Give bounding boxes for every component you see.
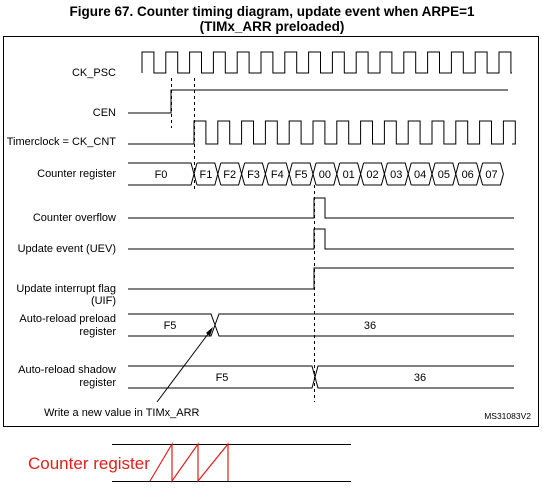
counter-value: 04 (413, 169, 427, 181)
cen-waveform (128, 90, 508, 113)
label-preload-line1: Auto-reload preload (19, 313, 116, 325)
ck-psc-waveform (142, 52, 512, 73)
label-update-event: Update event (UEV) (17, 243, 116, 255)
counter-value: F4 (270, 169, 284, 181)
update-event-waveform (128, 229, 514, 249)
uif-waveform (128, 268, 514, 289)
counter-value: F2 (223, 169, 237, 181)
shadow-value-new: 36 (413, 372, 427, 384)
label-preload-line2: register (79, 326, 116, 338)
counter-value: F3 (247, 169, 260, 181)
counter-overflow-waveform (128, 198, 514, 218)
counter-value: 02 (366, 169, 379, 181)
label-shadow-line1: Auto-reload shadow (18, 364, 116, 376)
figure-code: MS31083V2 (484, 411, 531, 421)
label-timerclock: Timerclock = CK_CNT (6, 136, 116, 148)
label-ck-psc: CK_PSC (71, 67, 116, 79)
counter-value: F0 (154, 169, 168, 181)
counter-value: 05 (437, 169, 451, 181)
counter-value: F1 (199, 169, 213, 181)
preload-register-bus (128, 314, 514, 336)
counter-value: 01 (342, 169, 355, 181)
counter-value: 07 (485, 169, 498, 181)
counter-value: 06 (461, 169, 474, 181)
timerclock-waveform (128, 121, 515, 144)
shadow-register-bus (128, 366, 514, 388)
label-shadow-line2: register (79, 377, 116, 389)
figure-subtitle: (TIMx_ARR preloaded) (199, 19, 345, 34)
figure-title: Figure 67. Counter timing diagram, update event when ARPE=1 (69, 4, 475, 19)
shadow-value-old: F5 (215, 372, 229, 384)
footer-zigzag (150, 444, 228, 481)
annotation-text: Write a new value in TIMx_ARR (44, 407, 200, 419)
counter-value: F5 (294, 169, 308, 181)
preload-value-new: 36 (363, 320, 377, 332)
label-counter-register: Counter register (37, 168, 116, 180)
label-uif-line2: (UIF) (90, 295, 116, 307)
counter-register-bus (128, 163, 503, 185)
label-counter-overflow: Counter overflow (32, 212, 116, 224)
preload-value-old: F5 (163, 320, 177, 332)
label-cen: CEN (92, 107, 116, 119)
counter-value: 03 (390, 169, 403, 181)
footer-label: Counter register (28, 454, 150, 473)
counter-value: 00 (318, 169, 332, 181)
label-uif-line1: Update interrupt flag (16, 283, 116, 295)
